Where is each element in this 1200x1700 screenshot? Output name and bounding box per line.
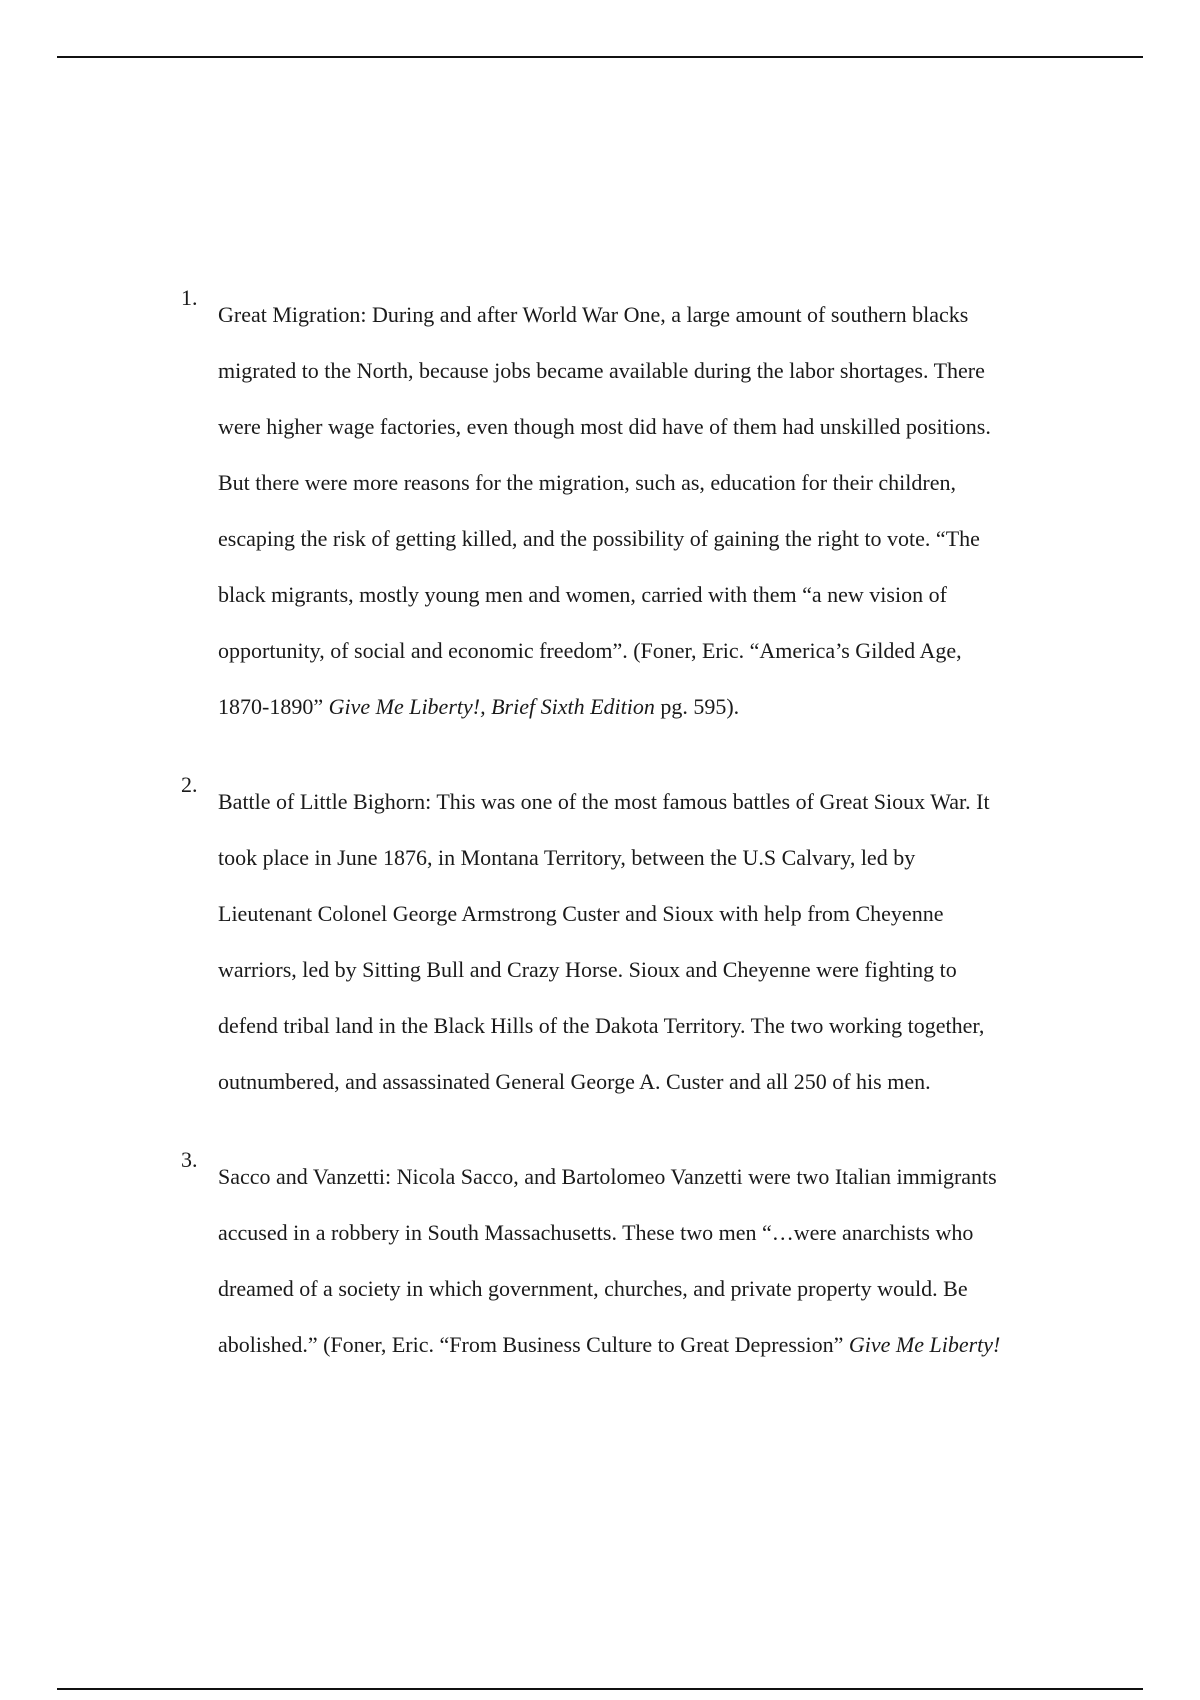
numbered-list bbox=[181, 285, 1101, 1429]
item-text bbox=[218, 1149, 1101, 1373]
text-line: Sacco and Vanzetti: Nicola Sacco, and Bartolomeo Vanzetti were two Italian immigrants bbox=[218, 1164, 997, 1189]
item-text bbox=[218, 287, 1101, 735]
header-rule bbox=[57, 56, 1143, 58]
citation-text: pg. 595). bbox=[654, 694, 740, 719]
list-item bbox=[181, 774, 1101, 1110]
text-line: accused in a robbery in South Massachusetts. These two men “…were anarchists who bbox=[218, 1220, 974, 1245]
text-line: Lieutenant Colonel George Armstrong Custer and Sioux with help from Cheyenne bbox=[218, 901, 944, 926]
citation-text: 1870-1890” bbox=[218, 694, 329, 719]
item-number: 3. bbox=[181, 1147, 198, 1172]
citation-text: abolished.” (Foner, Eric. “From Business Culture to Great Depression” bbox=[218, 1332, 849, 1357]
item-number: 1. bbox=[181, 285, 198, 310]
citation-line bbox=[218, 1317, 1101, 1373]
text-line: migrated to the North, because jobs became available during the labor shortages. There bbox=[218, 358, 985, 383]
list-item bbox=[181, 287, 1101, 735]
text-line: Battle of Little Bighorn: This was one of the most famous battles of Great Sioux War. It bbox=[218, 789, 990, 814]
item-text bbox=[218, 774, 1101, 1110]
footer-rule bbox=[57, 1688, 1143, 1690]
list-item bbox=[181, 1149, 1101, 1373]
text-line: were higher wage factories, even though most did have of them had unskilled positions. bbox=[218, 414, 991, 439]
text-line: outnumbered, and assassinated General George A. Custer and all 250 of his men. bbox=[218, 1069, 931, 1094]
text-line: dreamed of a society in which government, churches, and private property would. Be bbox=[218, 1276, 968, 1301]
text-line: defend tribal land in the Black Hills of the Dakota Territory. The two working together, bbox=[218, 1013, 985, 1038]
text-line: took place in June 1876, in Montana Territory, between the U.S Calvary, led by bbox=[218, 845, 916, 870]
text-line: warriors, led by Sitting Bull and Crazy Horse. Sioux and Cheyenne were fighting to bbox=[218, 957, 957, 982]
text-line: opportunity, of social and economic freedom”. (Foner, Eric. “America’s Gilded Age, bbox=[218, 638, 962, 663]
text-line: escaping the risk of getting killed, and the possibility of gaining the right to vote. “The bbox=[218, 526, 980, 551]
book-title: Give Me Liberty!, Brief Sixth Edition bbox=[328, 694, 655, 719]
text-line: Great Migration: During and after World War One, a large amount of southern blacks bbox=[218, 302, 969, 327]
text-line: But there were more reasons for the migration, such as, education for their children, bbox=[218, 470, 956, 495]
item-number: 2. bbox=[181, 772, 198, 797]
text-line: black migrants, mostly young men and women, carried with them “a new vision of bbox=[218, 582, 947, 607]
citation-line bbox=[218, 679, 1101, 735]
book-title: Give Me Liberty! bbox=[848, 1332, 1001, 1357]
